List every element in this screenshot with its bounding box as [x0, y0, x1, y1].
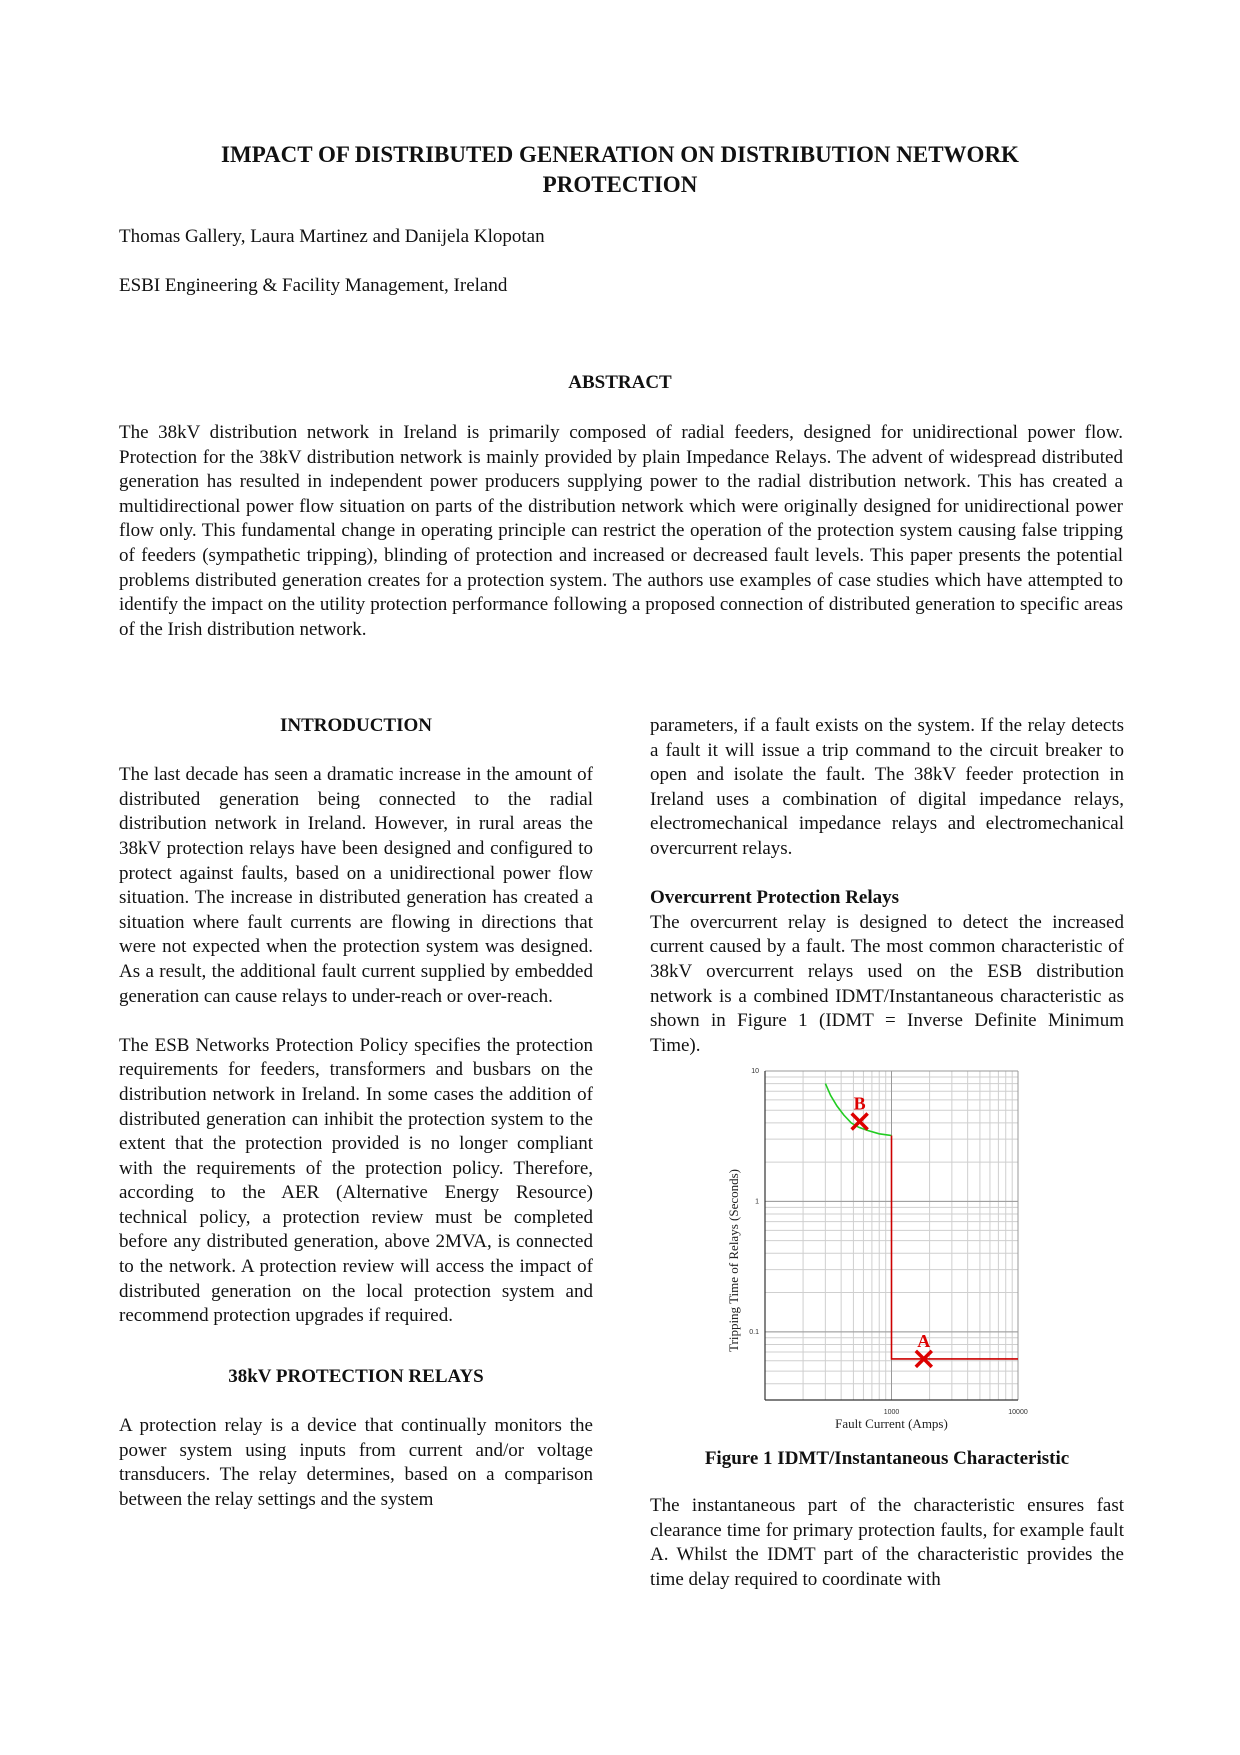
- y-tick-label: 10: [751, 1068, 759, 1075]
- fault-a-label: A: [917, 1330, 931, 1351]
- y-tick-label: 1: [755, 1198, 759, 1206]
- y-tick-label: 0.1: [749, 1328, 759, 1336]
- y-axis-label: Tripping Time of Relays (Seconds): [726, 1169, 741, 1352]
- overcurrent-paragraph-2: The instantaneous part of the characteristic ensures fast clearance time for primary protection faults, for example fault A. Whilst the IDMT part of the characteristic provides the time delay required to coordinate with: [650, 1495, 1124, 1590]
- abstract-heading: ABSTRACT: [568, 372, 672, 393]
- abstract-text: The 38kV distribution network in Ireland is primarily composed of radial feeders, designed for unidirectional power flow. Protection for the 38kV distribution network is mainly provided by plain Impedance Relays. The advent of widespread distributed generation has resulted in independent power producers supplying power to the radial distribution network. This has created a multidirectional power flow situation on parts of the distribution network which were originally designed for unidirectional power flow only. This fundamental change in operating principle can restrict the operation of the protection system causing false tripping of feeders (sympathetic tripping), blinding of protection and increased or decreased fault levels. This paper presents the potential problems distributed generation creates for a protection system. The authors use examples of case studies which have attempted to identify the impact on the utility protection performance following a proposed connection of distributed generation to specific areas of the Irish distribution network.: [119, 422, 1123, 640]
- paper-title: IMPACT OF DISTRIBUTED GENERATION ON DISTRIBUTION NETWORK PROTECTION: [221, 142, 1019, 197]
- relays-heading: 38kV PROTECTION RELAYS: [228, 1365, 484, 1387]
- overcurrent-heading: Overcurrent Protection Relays: [650, 887, 900, 909]
- series-instantaneous-line: [892, 1136, 1019, 1359]
- left-column: [119, 714, 593, 1512]
- right-column-bottom: [650, 1494, 1124, 1592]
- x-tick-label: 1000: [883, 1409, 900, 1416]
- overcurrent-paragraph-1: The overcurrent relay is designed to detect the increased current caused by a fault. The most common characteristic of 38kV overcurrent relays used on the ESB distribution network is a combined IDMT/Instantaneous characteristic as shown in Figure 1 (IDMT = Inverse Definite Minimum Time).: [650, 911, 1124, 1056]
- x-axis-label: Fault Current (Amps): [835, 1416, 948, 1431]
- relays-paragraph-1-continued: parameters, if a fault exists on the system. If the relay detects a fault it will issue a trip command to the circuit breaker to open and isolate the fault. The 38kV feeder protection in Ireland uses a combination of digital impedance relays, electromechanical impedance relays and electromechanical overcurrent relays.: [650, 715, 1124, 859]
- right-column: [650, 714, 1124, 1058]
- fault-b-label: B: [853, 1093, 866, 1114]
- introduction-heading: INTRODUCTION: [279, 715, 433, 736]
- relays-paragraph-1: A protection relay is a device that continually monitors the power system using inputs from current and/or voltage transducers. The relay determines, based on a comparison between the relay settings and the system: [119, 1415, 593, 1510]
- author-list: Thomas Gallery, Laura Martinez and Danijela Klopotan: [119, 226, 545, 247]
- figure-caption: Figure 1 IDMT/Instantaneous Characteristic: [704, 1448, 1070, 1469]
- idmt-characteristic-chart: [725, 1063, 1065, 1444]
- affiliation: ESBI Engineering & Facility Management, Ireland: [119, 275, 508, 296]
- introduction-paragraph-2: The ESB Networks Protection Policy specifies the protection requirements for feeders, transformers and busbars on the distribution network in Ireland. In some cases the addition of distributed generation can inhibit the protection system to the extent that the protection provided is no longer compliant with the requirements of the protection policy. Therefore, according to the AER (Alternative Energy Resource) technical policy, a protection review must be completed before any distributed generation, above 2MVA, is connected to the network. A protection review will access the impact of distributed generation on the local protection system and recommend protection upgrades if required.: [119, 1034, 593, 1327]
- introduction-paragraph-1: The last decade has seen a dramatic increase in the amount of distributed generation being connected to the radial distribution network in Ireland. However, in rural areas the 38kV protection relays have been designed and configured to protect against faults, based on a unidirectional power flow situation. The increase in distributed generation has created a situation where fault currents are flowing in directions that were not expected when the protection system was designed. As a result, the additional fault current supplied by embedded generation can cause relays to under-reach or over-reach.: [119, 764, 593, 1007]
- x-tick-label: 10000: [1008, 1409, 1028, 1416]
